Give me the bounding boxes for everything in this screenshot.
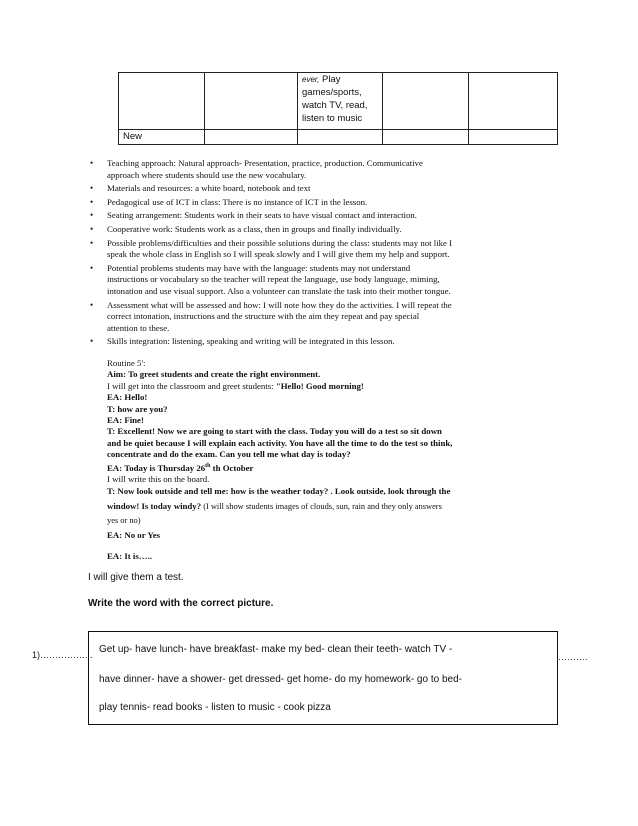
- dialog-line: T: Now look outside and tell me: how is the weather today? . Look outside, look through the: [107, 486, 451, 497]
- bullet-icon: •: [90, 262, 94, 273]
- word-bank-box: [88, 631, 558, 725]
- word-bank-line: play tennis- read books - listen to music - cook pizza: [99, 702, 331, 713]
- bullet-icon: •: [90, 158, 94, 168]
- table-row: [119, 130, 558, 145]
- bullet-icon: •: [90, 196, 94, 207]
- table-cell: [119, 73, 205, 130]
- table-cell: [383, 73, 469, 130]
- dialog-line: EA: Hello!: [107, 392, 148, 403]
- greeting-line: I will get into the classroom and greet students: "Hello! Good morning!: [107, 380, 364, 391]
- lesson-table: [118, 72, 558, 145]
- cell-line: Play: [321, 74, 341, 85]
- bullet-icon: •: [90, 223, 94, 234]
- cell-line: games/sports,: [302, 87, 362, 98]
- dialog-line: window! Is today windy? (I will show students images of clouds, sun, rain and they only answers: [107, 500, 442, 511]
- routine-aim: Aim: To greet students and create the right environment.: [107, 369, 321, 380]
- cell-prefix: ever,: [302, 75, 320, 84]
- bullet-icon: •: [90, 237, 94, 248]
- dialog-line: EA: No or Yes: [107, 529, 161, 540]
- table-cell: [383, 130, 469, 145]
- dialog-line: yes or no): [107, 516, 141, 526]
- word-bank-line: have dinner- have a shower- get dressed- get home- do my homework- go to bed-: [99, 674, 462, 685]
- answer-numbering-left: 1)……………. .: [32, 650, 93, 660]
- list-item: • Materials and resources: a white board, notebook and text: [90, 183, 311, 194]
- answer-numbering-right: ……….: [558, 652, 588, 662]
- give-test-line: I will give them a test.: [88, 572, 184, 583]
- cell-line: watch TV, read,: [302, 100, 368, 111]
- list-item: • Assessment what will be assessed and how: I will note how they do the activities. I will repeat the correct intonation, instructions and the structure with the aim they repeat and pay special attention to these.: [90, 299, 452, 333]
- list-item: • Seating arrangement: Students work in their seats to have visual contact and interaction.: [90, 210, 417, 221]
- list-item: • Teaching approach: Natural approach- Presentation, practice, production. Communicative approach where students should use the new vocabulary.: [90, 158, 423, 180]
- exercise-instruction: Write the word with the correct picture.: [88, 598, 274, 609]
- list-item: • Cooperative work: Students work as a class, then in groups and finally individually.: [90, 223, 402, 234]
- dialog-line: EA: Today is Thursday 26th th October: [107, 462, 254, 473]
- bullet-icon: •: [90, 299, 94, 310]
- table-cell: [469, 73, 558, 130]
- list-item: • Skills integration: listening, speaking and writing will be integrated in this lesson.: [90, 336, 395, 347]
- table-cell: [205, 130, 298, 145]
- dialog-line: T: Excellent! Now we are going to start with the class. Today you will do a test so sit down: [107, 426, 442, 437]
- table-cell: [298, 130, 383, 145]
- routine-heading: Routine 5':: [107, 358, 146, 368]
- table-cell: [469, 130, 558, 145]
- dialog-line: concentrate and do the exam. Can you tell me what day is today?: [107, 449, 351, 460]
- list-item: • Potential problems students may have with the language: students may not understand instructions or vocabulary so the teacher will repeat the language, use body language, miming, intonation and use visual support. Also a volunteer can translate the task into their mother tongue.: [90, 262, 451, 296]
- bullet-icon: •: [90, 210, 94, 221]
- bullet-icon: •: [90, 336, 94, 347]
- word-bank-line: Get up- have lunch- have breakfast- make my bed- clean their teeth- watch TV -: [99, 644, 453, 655]
- routine-section: [107, 358, 552, 562]
- dialog-line: and be quiet because I will explain each activity. You have all the time to do the test so think,: [107, 437, 453, 448]
- list-item: • Possible problems/difficulties and their possible solutions during the class: students may not like I speak the whole class in English so I will speak slowly and I will give them my help and support.: [90, 237, 453, 260]
- write-line: I will write this on the board.: [107, 473, 210, 484]
- cell-line: listen to music: [302, 113, 363, 124]
- table-cell: [205, 73, 298, 130]
- dialog-line: T: how are you?: [107, 403, 168, 414]
- dialog-line: EA: It is…..: [107, 551, 152, 562]
- dialog-line: EA: Fine!: [107, 415, 144, 426]
- table-row: [119, 73, 558, 130]
- table-cell-activities: [298, 73, 383, 130]
- bullet-icon: •: [90, 183, 94, 194]
- list-item: • Pedagogical use of ICT in class: There is no instance of ICT in the lesson.: [90, 196, 368, 207]
- table-cell-new: New: [119, 130, 205, 145]
- lesson-notes-list: [88, 158, 548, 350]
